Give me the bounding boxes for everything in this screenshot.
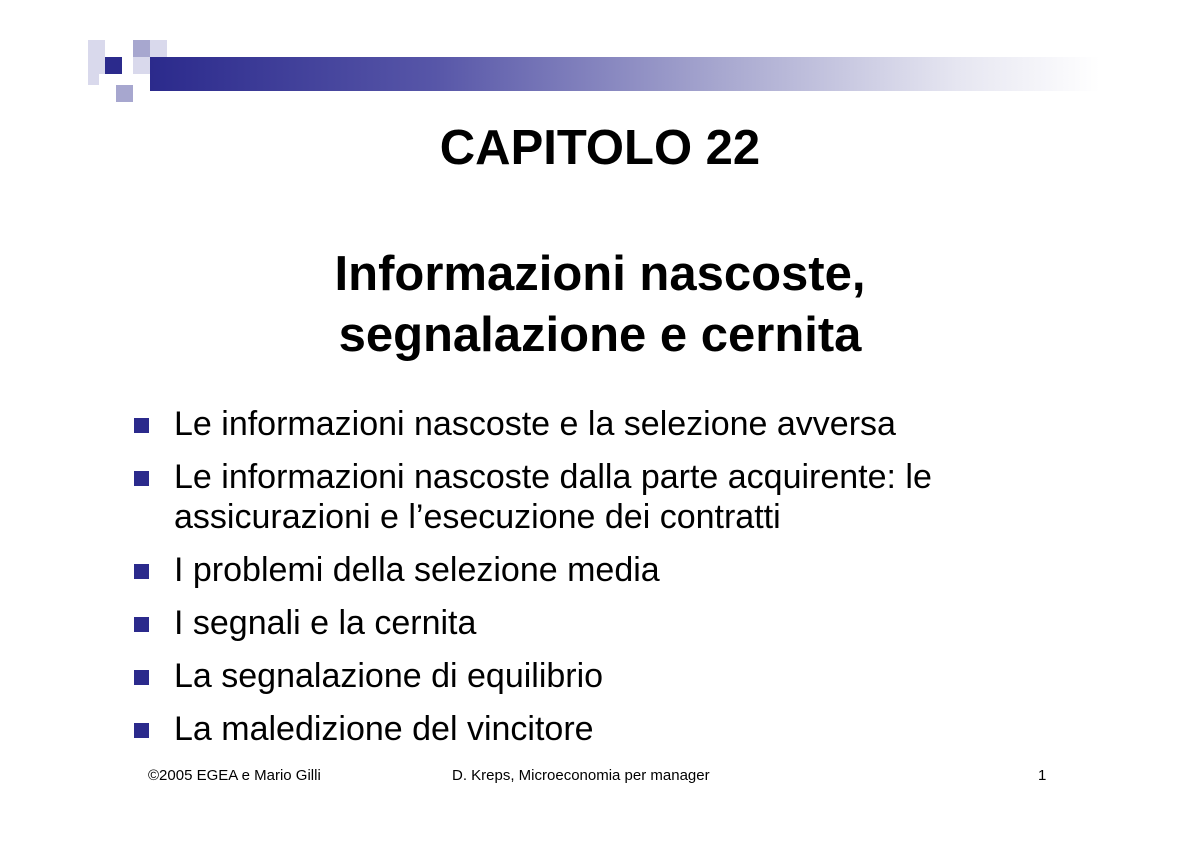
header-square — [105, 57, 122, 74]
list-item — [132, 404, 1132, 444]
list-item — [132, 457, 1132, 537]
subtitle-line-1: Informazioni nascoste, — [334, 247, 866, 301]
header-decoration — [88, 40, 1100, 102]
square-bullet-icon — [134, 564, 149, 579]
header-square — [133, 57, 150, 74]
bullet-text: Le informazioni nascoste e la selezione avversa — [174, 405, 896, 443]
square-bullet-icon — [134, 723, 149, 738]
list-item — [132, 603, 1132, 643]
footer-copyright: ©2005 EGEA e Mario Gilli — [148, 767, 321, 784]
header-square — [150, 40, 167, 57]
bullet-list — [132, 404, 1132, 762]
header-gradient-bar — [150, 57, 1100, 91]
square-bullet-icon — [134, 617, 149, 632]
square-bullet-icon — [134, 670, 149, 685]
page-number: 1 — [1038, 767, 1047, 784]
bullet-text: Le informazioni nascoste dalla parte acquirente: le assicurazioni e l’esecuzione dei contratti — [174, 458, 932, 536]
list-item — [132, 550, 1132, 590]
slide-title: CAPITOLO 22 — [439, 121, 761, 175]
header-square — [116, 85, 133, 102]
header-square — [88, 74, 99, 85]
footer-source: D. Kreps, Microeconomia per manager — [452, 767, 710, 784]
bullet-text: La maledizione del vincitore — [174, 710, 594, 748]
header-square — [133, 40, 150, 57]
subtitle-line-2: segnalazione e cernita — [338, 308, 862, 362]
bullet-text: I segnali e la cernita — [174, 604, 477, 642]
bullet-text: I problemi della selezione media — [174, 551, 660, 589]
square-bullet-icon — [134, 471, 149, 486]
bullet-text: La segnalazione di equilibrio — [174, 657, 604, 695]
list-item — [132, 709, 1132, 749]
slide-subtitle — [0, 244, 1200, 366]
list-item — [132, 656, 1132, 696]
header-square — [88, 40, 105, 57]
square-bullet-icon — [134, 418, 149, 433]
header-square — [88, 57, 105, 74]
